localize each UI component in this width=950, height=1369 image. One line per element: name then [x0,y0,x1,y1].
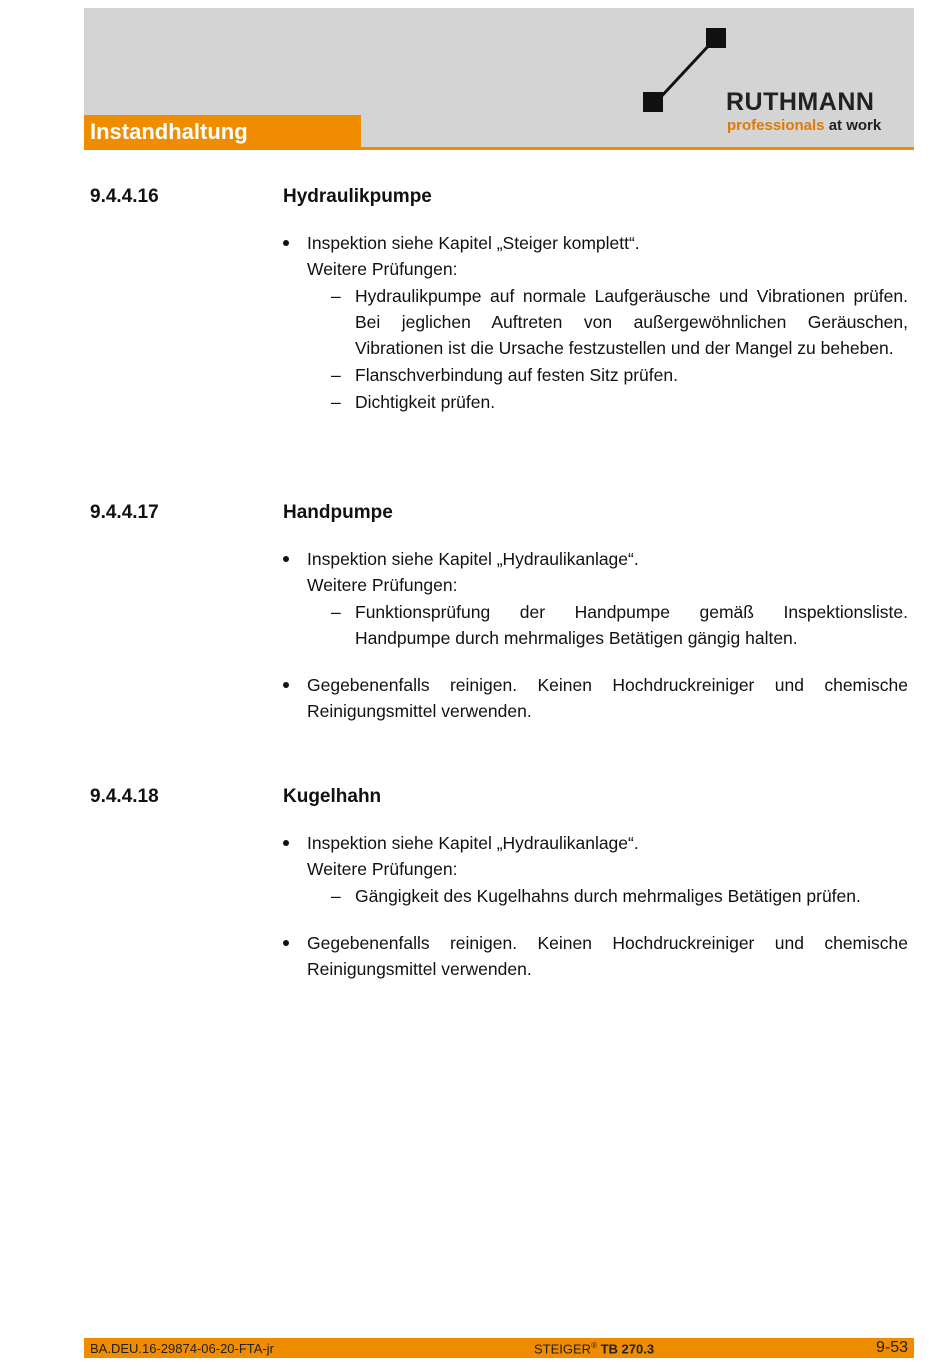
sub-list-item [283,283,908,361]
sub-item-text: Hydraulikpumpe auf normale Laufgeräusche und Vibrationen prüfen. Bei jeglichen Auftreten von außergewöhnlichen Geräuschen, Vibrationen ist die Ursache festzustellen und der Mangel zu beheben. [355,286,908,358]
bullet-subtext: Weitere Prüfungen: [307,259,458,279]
bullet-icon [283,840,289,846]
list-item [283,830,908,882]
bullet-text: Inspektion siehe Kapitel „Hydraulikanlage“. [307,549,639,569]
section-heading-title: Kugelhahn [283,786,382,807]
sub-item-text: Flanschverbindung auf festen Sitz prüfen. [355,365,678,385]
footer-product-name: STEIGER [534,1341,592,1357]
list-item [283,930,908,982]
bullet-subtext: Weitere Prüfungen: [307,859,458,879]
bullet-text: Gegebenenfalls reinigen. Keinen Hochdruckreiniger und chemische Reinigungsmittel verwenden. [307,933,908,979]
section-body-handpumpe [283,546,908,724]
bullet-text: Inspektion siehe Kapitel „Hydraulikanlage“. [307,833,639,853]
section-number: 9.4.4.17 [90,502,159,523]
section-title: Instandhaltung [84,115,361,149]
section-number: 9.4.4.18 [90,786,159,807]
logo-name: RUTHMANN [726,88,875,116]
ruthmann-logo-icon [640,26,740,116]
dash-icon: – [331,365,341,385]
footer-model: TB 270.3 [600,1341,655,1357]
logo-tag-at-work: at work [828,117,882,134]
bullet-text: Gegebenenfalls reinigen. Keinen Hochdruckreiniger und chemische Reinigungsmittel verwenden. [307,675,908,721]
bullet-icon [283,556,289,562]
dash-icon: – [331,602,341,622]
header-divider [84,147,914,150]
bullet-icon [283,240,289,246]
footer-product [534,1341,654,1356]
sub-list-item [283,389,908,415]
dash-icon: – [331,886,341,906]
section-number: 9.4.4.16 [90,186,159,207]
list-item [283,546,908,598]
list-item [283,672,908,724]
sub-item-text: Dichtigkeit prüfen. [355,392,496,412]
logo-tagline [727,117,881,134]
dash-icon: – [331,392,341,412]
sub-item-text: Gängigkeit des Kugelhahns durch mehrmaliges Betätigen prüfen. [355,886,861,906]
footer-page-number: 9-53 [875,1339,908,1356]
footer-doc-id: BA.DEU.16-29874-06-20-FTA-jr [90,1341,274,1356]
bullet-text: Inspektion siehe Kapitel „Steiger komplett“. [307,233,640,253]
bullet-icon [283,682,289,688]
logo-tag-professionals: professionals [727,117,825,134]
ruthmann-logo [640,26,912,138]
bullet-icon [283,940,289,946]
list-item [283,230,908,282]
footer-registered-mark: ® [591,1341,597,1350]
dash-icon: – [331,286,341,306]
section-body-hydraulikpumpe [283,230,908,415]
bullet-subtext: Weitere Prüfungen: [307,575,458,595]
section-heading-title: Hydraulikpumpe [283,186,432,207]
section-body-kugelhahn [283,830,908,982]
sub-list-item [283,362,908,388]
sub-list-item [283,883,908,909]
sub-item-text: Funktionsprüfung der Handpumpe gemäß Inspektionsliste. Handpumpe durch mehrmaliges Betätigen gängig halten. [355,602,908,648]
section-heading-title: Handpumpe [283,502,393,523]
page-footer [84,1338,914,1358]
sub-list-item [283,599,908,651]
